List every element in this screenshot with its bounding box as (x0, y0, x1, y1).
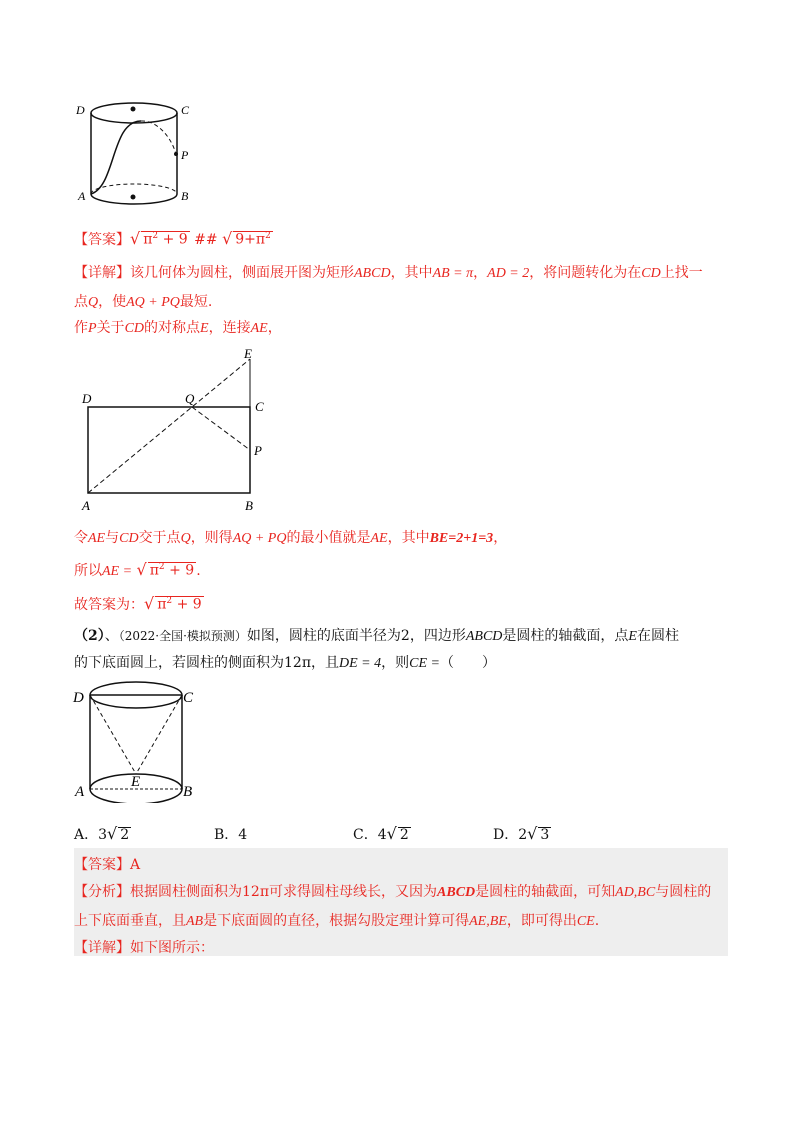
fig2-label-e: E (244, 346, 252, 361)
analysis-line-2: 上下底面垂直，且AB是下底面圆的直径，根据勾股定理计算可得AE,BE，即可得出CE. (74, 913, 600, 929)
problem2-line-2: 的下底面圆上，若圆柱的侧面积为12π，且DE = 4，则CE =（ ） (74, 655, 496, 671)
fig2-label-q: Q (185, 391, 195, 406)
fig3-label-c: C (183, 690, 194, 706)
fig1-label-p: P (181, 148, 189, 162)
fig2-label-d: D (82, 391, 92, 406)
detail1b-line-2: 所以AE = √ $\pi^2 + 9$ . (74, 560, 201, 579)
option-d: D．2√ 3 (493, 824, 550, 843)
fig2-label-b: B (245, 498, 253, 513)
problem2-line-1: （2）、（2022·全国·模拟预测）如图，圆柱的底面半径为2，四边形ABCD是圆柱的轴截面，点E在圆柱 (74, 628, 679, 644)
fig1-label-d: D (76, 103, 85, 117)
fig2-label-c: C (255, 399, 264, 414)
fig3-label-e: E (131, 774, 141, 790)
final-answer-line: 故答案为：√ $\pi^2 + 9$ (74, 594, 202, 613)
answer-tag: 【答案】 (74, 232, 130, 248)
detail-line-2: 点Q，使AQ + PQ最短. (74, 294, 213, 310)
fig2-label-p: P (254, 443, 262, 458)
detail2-line: 【详解】如下图所示： (74, 940, 214, 956)
cylinder-figure-1 (76, 96, 196, 216)
rectangle-figure-2 (76, 345, 276, 515)
fig2-label-a: A (82, 498, 90, 513)
answer-separator: ## (194, 232, 218, 248)
detail-line-3: 作P关于CD的对称点E，连接AE， (74, 320, 282, 336)
answer2-line: 【答案】A (74, 857, 141, 873)
fig1-label-c: C (181, 103, 190, 117)
fig3-label-d: D (73, 690, 84, 706)
answer-line-1: 【答案】√ $\pi^2 + 9$ ## √ $9+\pi^2$ (74, 229, 271, 248)
analysis-line-1: 【分析】根据圆柱侧面积为12π可求得圆柱母线长，又因为ABCD是圆柱的轴截面，可知AD,BC与圆柱的 (74, 884, 712, 900)
fig1-label-b: B (181, 189, 189, 203)
fig3-label-b: B (183, 784, 193, 800)
option-a: A．3√ 2 (74, 824, 130, 843)
detail-line-1: 【详解】该几何体为圆柱，侧面展开图为矩形ABCD，其中AB = π，AD = 2，将问题转化为在CD上找一 (74, 265, 703, 281)
fig3-label-a: A (75, 784, 85, 800)
fig1-label-a: A (78, 189, 86, 203)
option-b: B．4 (214, 827, 248, 843)
detail1b-line-1: 令AE与CD交于点Q，则得AQ + PQ的最小值就是AE，其中BE=2+1=3， (74, 530, 508, 546)
cylinder-figure-3 (72, 678, 202, 803)
option-c: C．4√ 2 (353, 824, 409, 843)
